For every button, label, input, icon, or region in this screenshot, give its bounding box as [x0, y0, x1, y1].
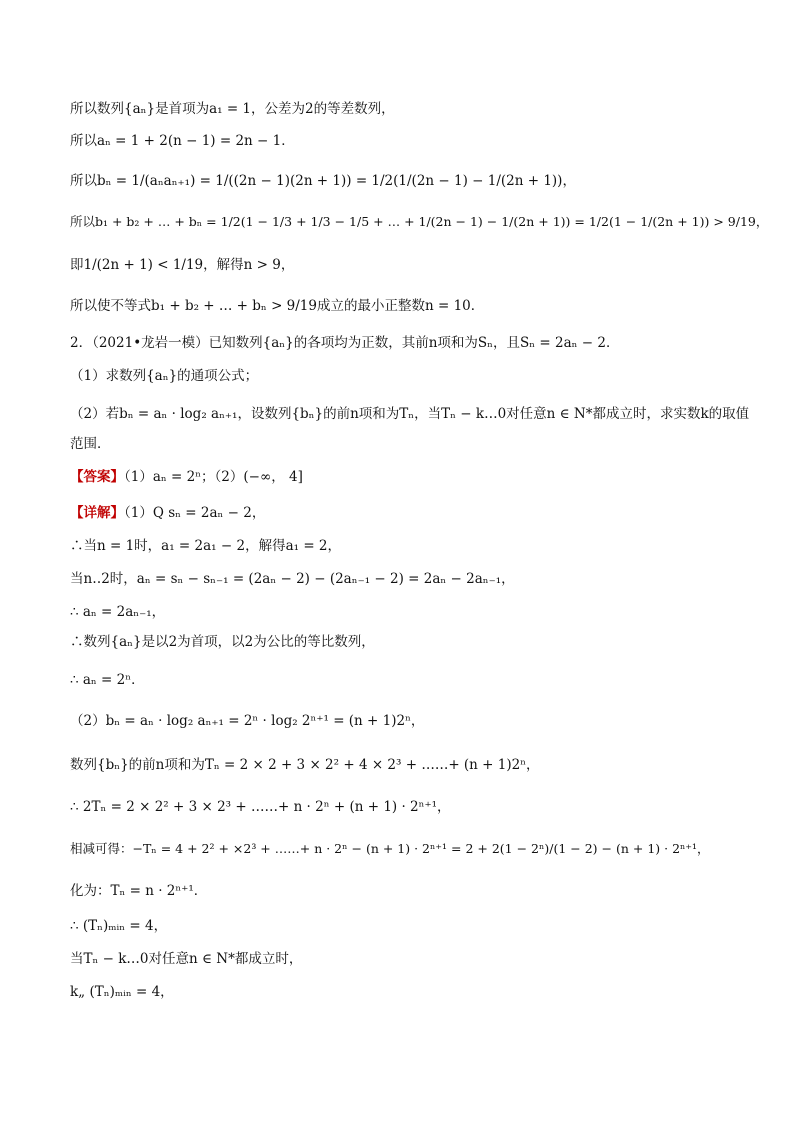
detail-first: （1）Q sₙ = 2aₙ − 2，: [124, 505, 266, 521]
solution-line: 所以bₙ = 1/(aₙaₙ₊₁) = 1/((2n − 1)(2n + 1)) = 1/2(1/(2n − 1) − 1/(2n + 1))，: [70, 173, 576, 189]
detail-step: 当Tₙ − k…0对任意n ∈ N*都成立时，: [70, 951, 303, 967]
problem-part-1: （1）求数列{aₙ}的通项公式；: [70, 368, 259, 384]
solution-line: 所以b₁ + b₂ + … + bₙ = 1/2(1 − 1/3 + 1/3 − 1/5 + … + 1/(2n − 1) − 1/(2n + 1)) = 1/2(1 − 1/(2n + 1)) > 9/19，: [70, 214, 769, 229]
detail-step: ∴ 2Tₙ = 2 × 2² + 3 × 2³ + ……+ n · 2ⁿ + (n + 1) · 2ⁿ⁺¹，: [70, 799, 451, 815]
detail-step: ∴ aₙ = 2ⁿ．: [70, 672, 145, 688]
solution-line: 所以aₙ = 1 + 2(n − 1) = 2n − 1．: [70, 133, 295, 149]
problem-part-2: （2）若bₙ = aₙ · log₂ aₙ₊₁，设数列{bₙ}的前n项和为Tₙ，当Tₙ − k…0对任意n ∈ N*都成立时，求实数k的取值范围．: [70, 406, 750, 452]
detail-step: 数列{bₙ}的前n项和为Tₙ = 2 × 2 + 3 × 2² + 4 × 2³ + ……+ (n + 1)2ⁿ，: [70, 757, 540, 773]
detail-step: k„ (Tₙ)ₘᵢₙ = 4，: [70, 984, 174, 1000]
solution-line: 所以数列{aₙ}是首项为a₁ = 1，公差为2的等差数列，: [70, 101, 395, 117]
solution-line: 所以使不等式b₁ + b₂ + … + bₙ > 9/19成立的最小正整数n = 10．: [70, 298, 485, 314]
detail-step: 化为：Tₙ = n · 2ⁿ⁺¹．: [70, 883, 208, 899]
problem-stem: 2．（2021•龙岩一模）已知数列{aₙ}的各项均为正数，其前n项和为Sₙ，且Sₙ = 2aₙ − 2．: [70, 335, 620, 351]
detail-step: 当n‥2时，aₙ = sₙ − sₙ₋₁ = (2aₙ − 2) − (2aₙ₋₁ − 2) = 2aₙ − 2aₙ₋₁，: [70, 571, 515, 587]
detail-line: [70, 503, 754, 523]
answer-text: （1）aₙ = 2ⁿ；（2）(−∞， 4]: [124, 469, 303, 485]
detail-step: ∴ (Tₙ)ₘᵢₙ = 4，: [70, 918, 168, 934]
detail-step: （2）bₙ = aₙ · log₂ aₙ₊₁ = 2ⁿ · log₂ 2ⁿ⁺¹ = (n + 1)2ⁿ，: [70, 713, 425, 729]
detail-step: 相减可得：−Tₙ = 4 + 2² + ×2³ + ……+ n · 2ⁿ − (n + 1) · 2ⁿ⁺¹ = 2 + 2(1 − 2ⁿ)/(1 − 2) − (n + 1) · 2ⁿ⁺¹，: [70, 841, 710, 856]
detail-step: ∴ aₙ = 2aₙ₋₁，: [70, 604, 166, 620]
detail-step: ∴当n = 1时，a₁ = 2a₁ − 2，解得a₁ = 2，: [70, 538, 342, 554]
answer-line: [70, 467, 754, 487]
answer-tag: 【答案】: [70, 469, 124, 485]
detail-step: ∴数列{aₙ}是以2为首项，以2为公比的等比数列，: [70, 634, 375, 650]
solution-line: 即1/(2n + 1) < 1/19，解得n > 9，: [70, 257, 295, 273]
detail-tag: 【详解】: [70, 505, 124, 521]
